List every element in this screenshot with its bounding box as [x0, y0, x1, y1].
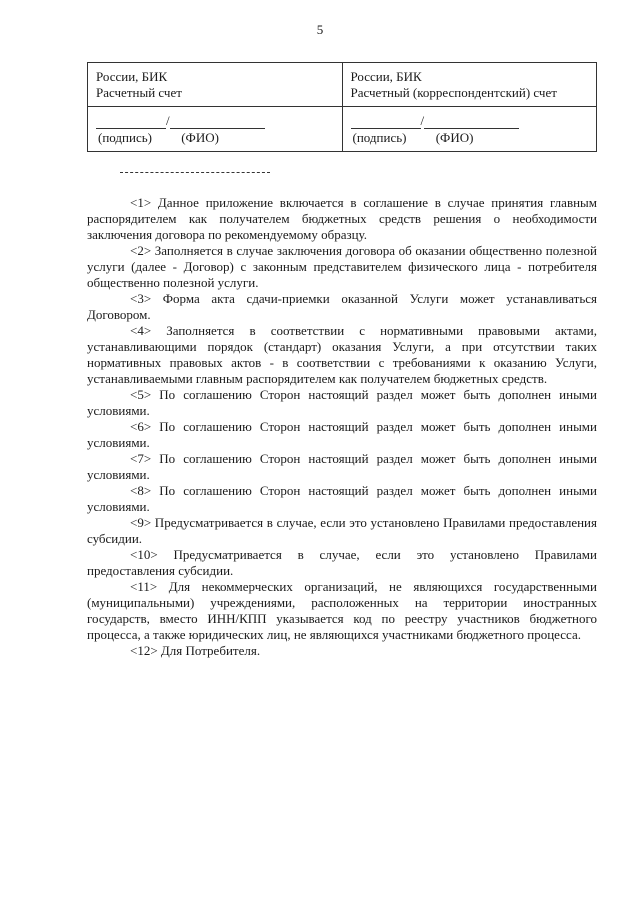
left-signature-blank [96, 116, 166, 129]
bank-details-row [88, 63, 597, 107]
right-signature-lines: / [351, 113, 589, 129]
left-account-line: Расчетный счет [96, 85, 182, 100]
right-account-line: Расчетный (корреспондентский) счет [350, 85, 557, 100]
footnote: <2> Заполняется в случае заключения договора об оказании общественно полезной услуги (далее - Договор) с законным представителем физического лица - потребителя общественно полезной услуги. [87, 243, 597, 290]
right-signature-cell [342, 107, 597, 152]
footnote: <7> По соглашению Сторон настоящий раздел может быть дополнен иными условиями. [87, 451, 597, 482]
left-sign-caption: (подпись) [98, 130, 152, 145]
right-name-caption: (ФИО) [435, 130, 474, 145]
footnote: <6> По соглашению Сторон настоящий раздел может быть дополнен иными условиями. [87, 419, 597, 450]
left-signature-lines: / [96, 113, 334, 129]
footnote: <5> По соглашению Сторон настоящий раздел может быть дополнен иными условиями. [87, 387, 597, 418]
footnote: <9> Предусматривается в случае, если это установлено Правилами предоставления субсидии. [87, 515, 597, 546]
footnote: <3> Форма акта сдачи-приемки оказанной Услуги может устанавливаться Договором. [87, 291, 597, 322]
right-sign-caption: (подпись) [352, 130, 407, 145]
left-bank-details-cell [88, 63, 343, 107]
page-number: 5 [316, 22, 324, 37]
left-name-caption: (ФИО) [181, 130, 219, 145]
right-signature-blank [351, 116, 421, 129]
footnote: <11> Для некоммерческих организаций, не являющихся государственными (муниципальными) учреждениями, расположенных на территории иностранных государств, вместо ИНН/КПП указывается код по реестру участников бюджетного процесса, а также юридических лиц, не являющихся участниками бюджетного процесса. [87, 579, 597, 642]
signature-row [88, 107, 597, 152]
left-name-blank [170, 116, 265, 129]
right-bank-details-cell [342, 63, 597, 107]
footnote: <8> По соглашению Сторон настоящий раздел может быть дополнен иными условиями. [87, 483, 597, 514]
right-name-blank [424, 116, 519, 129]
right-bank-line: России, БИК [350, 69, 422, 84]
left-bank-line: России, БИК [96, 69, 168, 84]
footnote: <4> Заполняется в соответствии с нормативными правовыми актами, устанавливающими порядок (стандарт) оказания Услуги, а при отсутствии таких нормативных правовых актов - в соответствии с требованиями к оказанию Услуги, устанавливаемыми главным распорядителем как получателем бюджетных средств. [87, 323, 597, 386]
footnotes [87, 195, 597, 659]
left-signature-cell [88, 107, 343, 152]
footnote-separator [120, 172, 270, 173]
signature-table [87, 62, 597, 152]
footnote: <12> Для Потребителя. [130, 643, 261, 658]
footnote: <1> Данное приложение включается в соглашение в случае принятия главным распорядителем как получателем бюджетных средств решения о необходимости заключения договора по рекомендуемому образцу. [87, 195, 597, 242]
footnote: <10> Предусматривается в случае, если это установлено Правилами предоставления субсидии. [87, 547, 597, 578]
